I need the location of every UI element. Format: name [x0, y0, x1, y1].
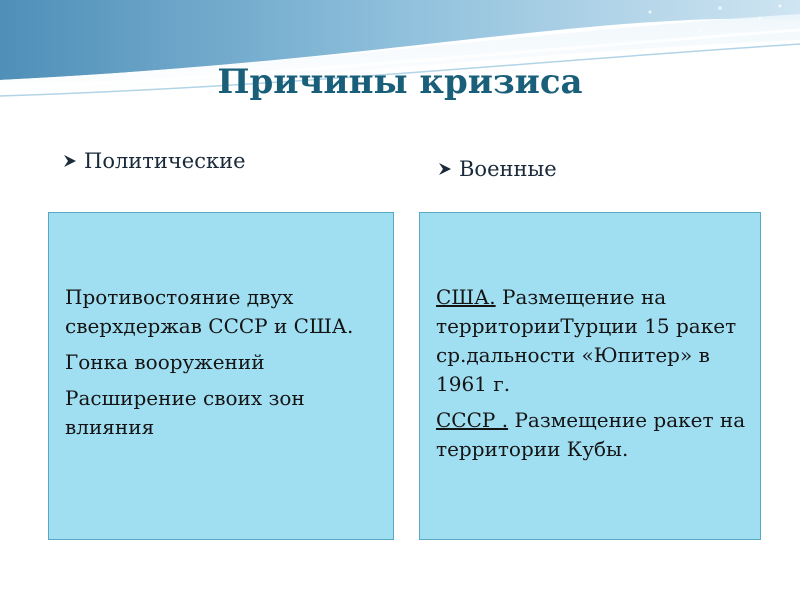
heading-political: [62, 149, 246, 173]
arrow-bullet-icon: [437, 161, 453, 177]
military-causes-box: [419, 212, 761, 540]
heading-military: [437, 157, 557, 181]
political-causes-box: [48, 212, 394, 540]
political-cause-item: Расширение своих зон влияния: [65, 386, 305, 439]
political-cause-item: Гонка вооружений: [65, 350, 265, 374]
military-cause-item: [436, 283, 754, 399]
cause-subject-ussr: СССР .: [436, 408, 509, 432]
arrow-bullet-icon: [62, 153, 78, 169]
military-cause-item: [436, 406, 754, 464]
cause-text-ussr: Размещение ракет на территории Кубы.: [436, 408, 746, 461]
slide-title: Причины кризиса: [217, 62, 583, 102]
cause-subject-usa: США.: [436, 285, 496, 309]
heading-political-label: Политические: [84, 149, 246, 173]
cause-text-usa: Размещение на территорииТурции 15 ракет ср.дальности «Юпитер» в 1961 г.: [436, 285, 737, 396]
political-cause-item: Противостояние двух сверхдержав СССР и США.: [65, 285, 354, 338]
heading-military-label: Военные: [459, 157, 557, 181]
